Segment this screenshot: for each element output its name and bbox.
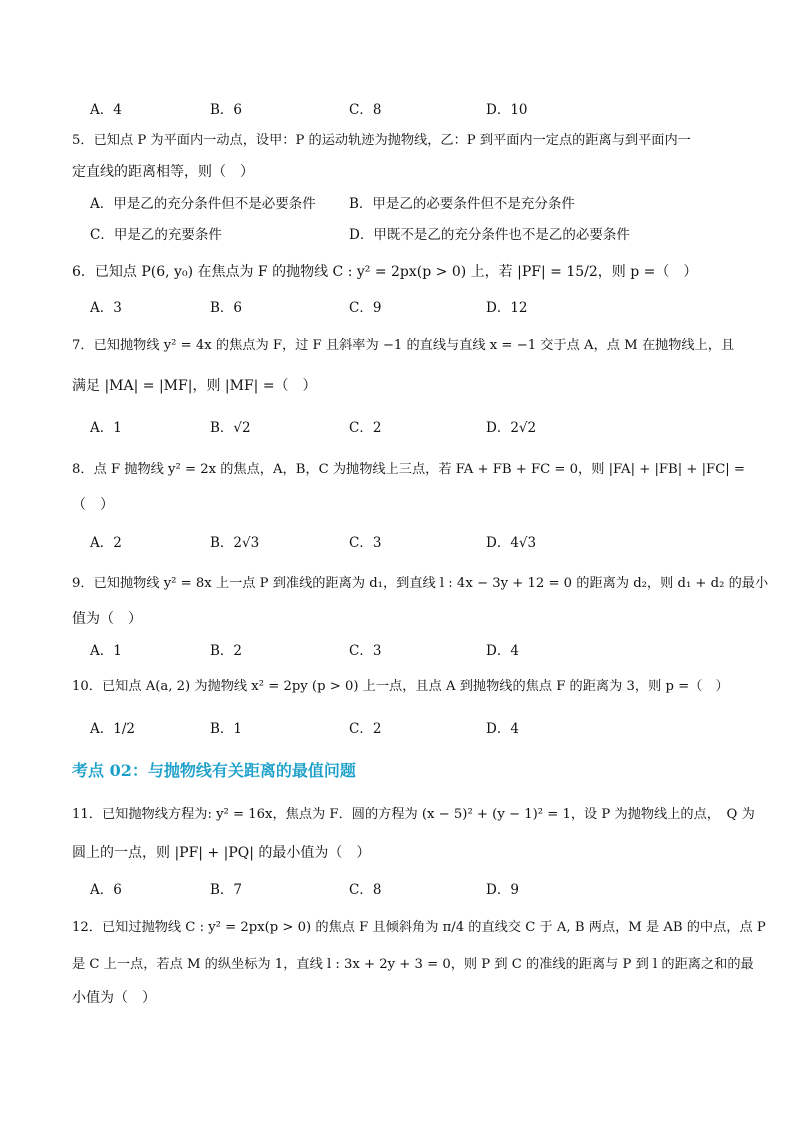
- q10-option-c[interactable]: C．2: [349, 721, 382, 737]
- q8-option-d[interactable]: D．4√3: [486, 535, 537, 551]
- q10-option-d[interactable]: D．4: [486, 721, 519, 737]
- q11-stem-line-2: 圆上的一点，则 |PF| + |PQ| 的最小值为（ ）: [72, 845, 371, 861]
- q5-option-b[interactable]: B．甲是乙的必要条件但不是充分条件: [349, 196, 575, 212]
- q11-option-c[interactable]: C．8: [349, 882, 382, 898]
- q6-option-a[interactable]: A．3: [90, 300, 122, 316]
- q12-stem-line-1: 12．已知过抛物线 C : y² = 2px(p > 0) 的焦点 F 且倾斜角为 π/4 的直线交 C 于 A, B 两点，M 是 AB 的中点，点 P: [72, 920, 766, 935]
- q9-option-b[interactable]: B．2: [210, 643, 243, 659]
- q8-stem-line-1: 8．点 F 抛物线 y² = 2x 的焦点，A，B，C 为抛物线上三点，若 FA + FB + FC = 0，则 |FA| + |FB| + |FC| =: [72, 462, 745, 477]
- q9-stem-line-1: 9．已知抛物线 y² = 8x 上一点 P 到准线的距离为 d₁，到直线 l : 4x − 3y + 12 = 0 的距离为 d₂，则 d₁ + d₂ 的最小: [72, 576, 769, 591]
- q11-option-b[interactable]: B．7: [210, 882, 243, 898]
- q4-option-b[interactable]: B．6: [210, 102, 243, 118]
- q8-option-b[interactable]: B．2√3: [210, 535, 260, 551]
- q5-option-d[interactable]: D．甲既不是乙的充分条件也不是乙的必要条件: [349, 227, 630, 243]
- q7-stem-line-2: 满足 |MA| = |MF|，则 |MF| =（ ）: [72, 378, 317, 394]
- q5-option-c[interactable]: C．甲是乙的充要条件: [90, 227, 222, 243]
- q5-stem-line-2: 定直线的距离相等，则（ ）: [72, 164, 254, 180]
- q4-option-d[interactable]: D．10: [486, 102, 528, 118]
- q5-stem-line-1: 5．已知点 P 为平面内一动点，设甲：P 的运动轨迹为抛物线，乙：P 到平面内一定点的距离与到平面内一: [72, 133, 691, 148]
- q11-option-a[interactable]: A．6: [90, 882, 122, 898]
- section-heading: 考点 02：与抛物线有关距离的最值问题: [72, 761, 356, 780]
- q9-option-c[interactable]: C．3: [349, 643, 382, 659]
- q5-option-a[interactable]: A．甲是乙的充分条件但不是必要条件: [90, 196, 316, 212]
- q7-option-c[interactable]: C．2: [349, 420, 382, 436]
- q11-stem-line-1: 11．已知抛物线方程为: y² = 16x，焦点为 F．圆的方程为 (x − 5)² + (y − 1)² = 1，设 P 为抛物线上的点， Q 为: [72, 807, 755, 822]
- q8-option-a[interactable]: A．2: [90, 535, 122, 551]
- q12-stem-line-3: 小值为（ ）: [72, 990, 156, 1006]
- q4-option-a[interactable]: A．4: [90, 102, 122, 118]
- q7-stem-line-1: 7．已知抛物线 y² = 4x 的焦点为 F，过 F 且斜率为 −1 的直线与直线 x = −1 交于点 A，点 M 在抛物线上，且: [72, 338, 735, 353]
- q6-option-d[interactable]: D．12: [486, 300, 528, 316]
- q4-option-c[interactable]: C．8: [349, 102, 382, 118]
- q9-option-a[interactable]: A．1: [90, 643, 122, 659]
- q9-stem-line-2: 值为（ ）: [72, 611, 142, 627]
- q11-option-d[interactable]: D．9: [486, 882, 519, 898]
- q6-option-b[interactable]: B．6: [210, 300, 243, 316]
- q8-stem-line-2: （ ）: [72, 497, 114, 513]
- q7-option-b[interactable]: B．√2: [210, 420, 251, 436]
- q10-option-b[interactable]: B．1: [210, 721, 243, 737]
- q8-option-c[interactable]: C．3: [349, 535, 382, 551]
- q12-stem-line-2: 是 C 上一点，若点 M 的纵坐标为 1，直线 l : 3x + 2y + 3 = 0，则 P 到 C 的准线的距离与 P 到 l 的距离之和的最: [72, 957, 754, 972]
- q7-option-a[interactable]: A．1: [90, 420, 122, 436]
- q10-option-a[interactable]: A．1/2: [90, 721, 135, 737]
- q6-stem-line-1: 6．已知点 P(6, y₀) 在焦点为 F 的抛物线 C : y² = 2px(p > 0) 上，若 |PF| = 15/2，则 p =（ ）: [72, 264, 698, 280]
- q10-stem-line-1: 10．已知点 A(a, 2) 为抛物线 x² = 2py (p > 0) 上一点，且点 A 到抛物线的焦点 F 的距离为 3，则 p =（ ）: [72, 679, 729, 694]
- q9-option-d[interactable]: D．4: [486, 643, 519, 659]
- q6-option-c[interactable]: C．9: [349, 300, 382, 316]
- q7-option-d[interactable]: D．2√2: [486, 420, 537, 436]
